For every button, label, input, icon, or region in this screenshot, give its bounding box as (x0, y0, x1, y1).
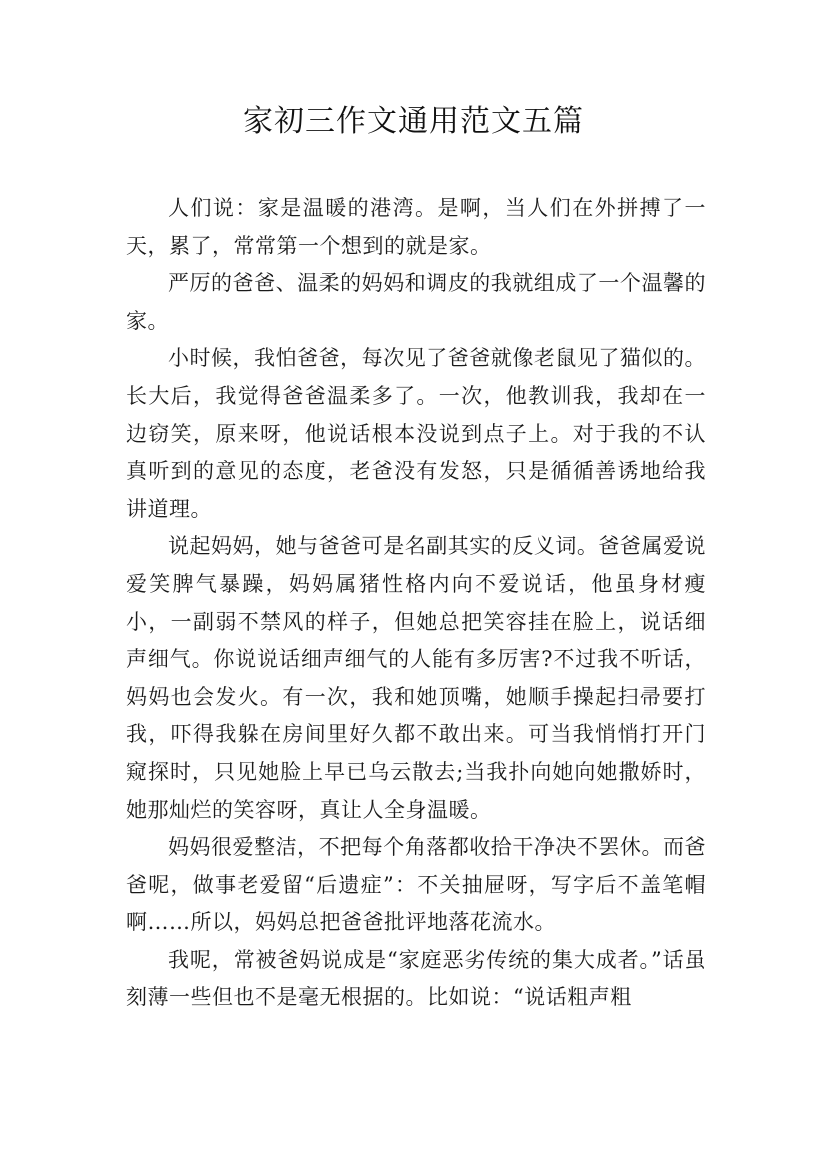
paragraph: 说起妈妈，她与爸爸可是名副其实的反义词。爸爸属爱说爱笑脾气暴躁，妈妈属猪性格内向不爱说话，他虽身材瘦小，一副弱不禁风的样子，但她总把笑容挂在脸上，说话细声细气。你说说话细声细气的人能有多厉害?不过我不听话，妈妈也会发火。有一次，我和她顶嘴，她顺手操起扫帚要打我，吓得我躲在房间里好久都不敢出来。可当我悄悄打开门窥探时，只见她脸上早已乌云散去;当我扑向她向她撒娇时，她那灿烂的笑容呀，真让人全身温暖。 (126, 534, 706, 822)
paragraph: 我呢，常被爸妈说成是“家庭恶劣传统的集大成者。”话虽刻薄一些但也不是毫无根据的。比如说：“说话粗声粗 (126, 947, 706, 1010)
paragraph: 人们说：家是温暖的港湾。是啊，当人们在外拼搏了一天，累了，常常第一个想到的就是家。 (126, 196, 706, 258)
paragraph: 严厉的爸爸、温柔的妈妈和调皮的我就组成了一个温馨的家。 (126, 271, 706, 333)
document-title: 家初三作文通用范文五篇 (243, 104, 584, 139)
document-body (126, 190, 706, 1017)
paragraph: 妈妈很爱整洁，不把每个角落都收拾干净决不罢休。而爸爸呢，做事老爱留“后遗症”：不关抽屉呀，写字后不盖笔帽啊……所以，妈妈总把爸爸批评地落花流水。 (126, 835, 706, 935)
paragraph: 小时候，我怕爸爸，每次见了爸爸就像老鼠见了猫似的。长大后，我觉得爸爸温柔多了。一次，他教训我，我却在一边窃笑，原来呀，他说话根本没说到点子上。对于我的不认真听到的意见的态度，老爸没有发怒，只是循循善诱地给我讲道理。 (126, 346, 706, 521)
